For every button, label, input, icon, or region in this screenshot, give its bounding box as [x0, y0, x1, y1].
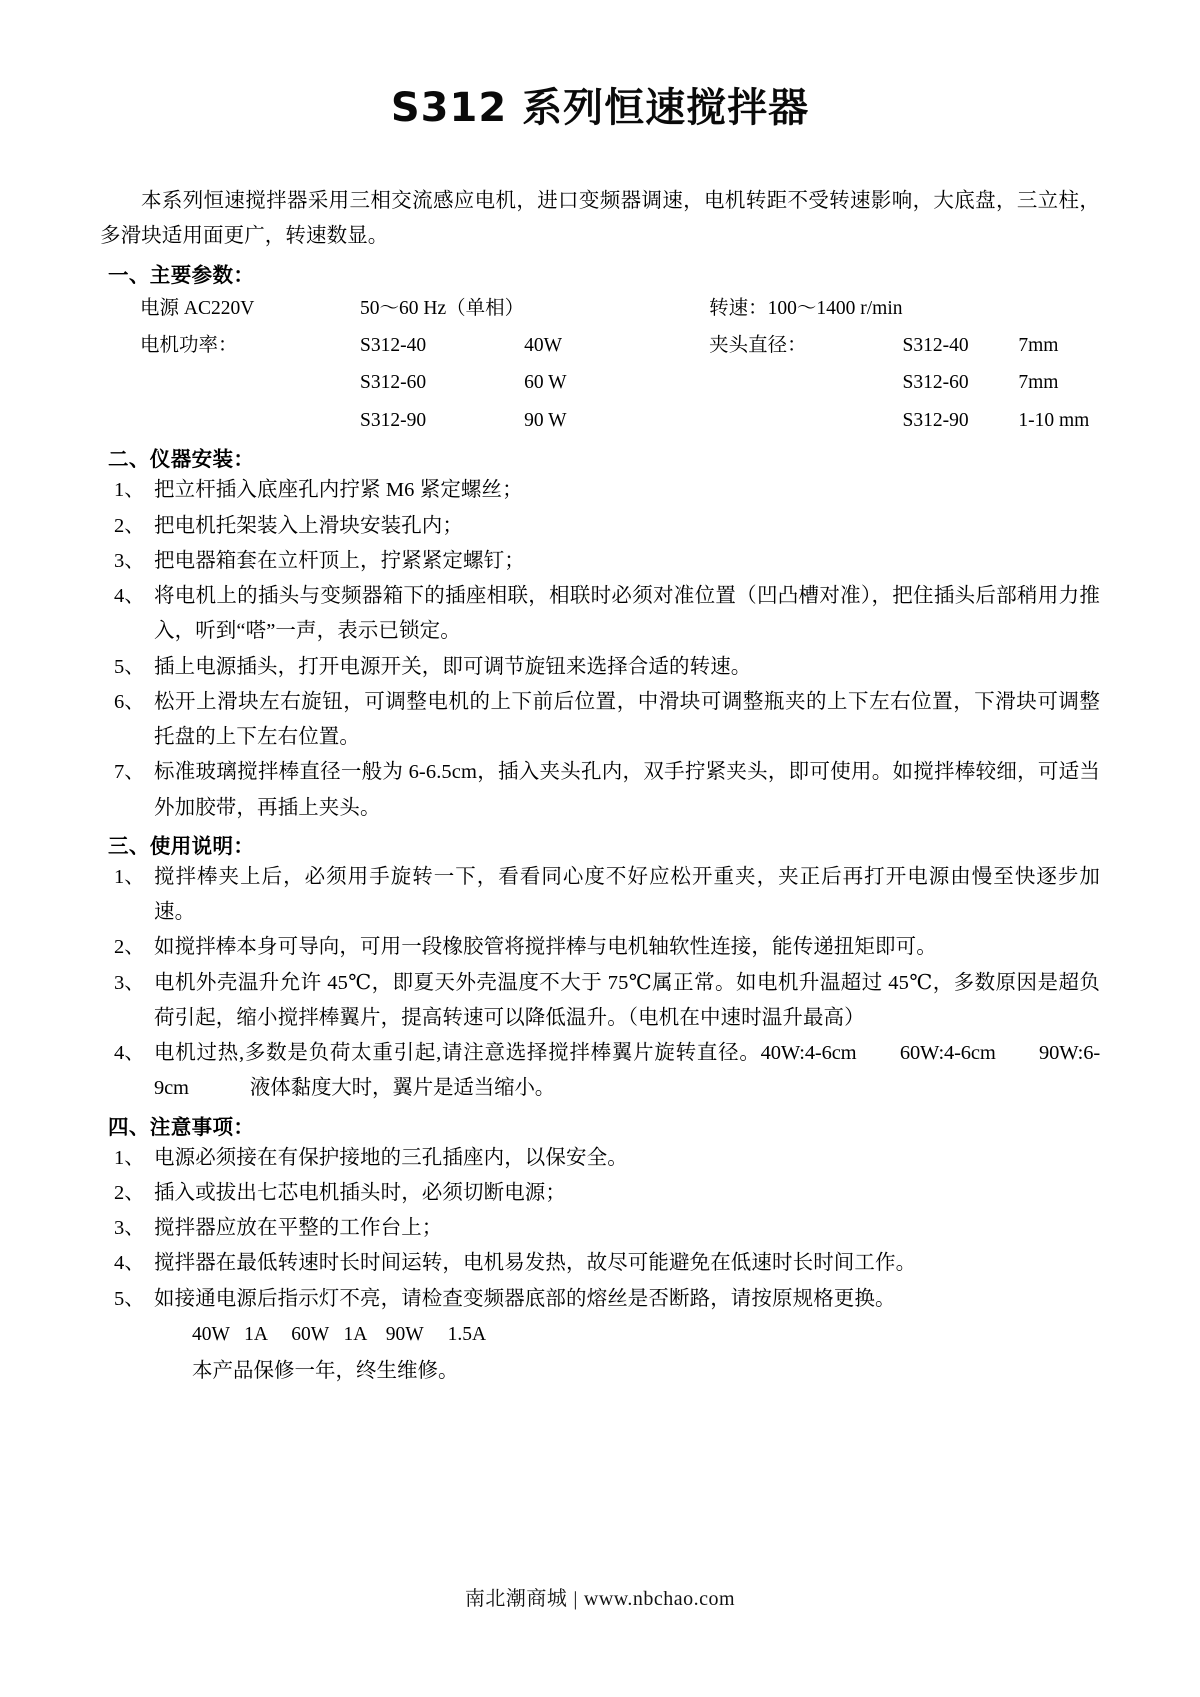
list-item-text: 标准玻璃搅拌棒直径一般为 6-6.5cm，插入夹头孔内，双手拧紧夹头，即可使用。如搅拌棒较细，可适当外加胶带，再插上夹头。	[154, 761, 1100, 819]
list-item	[100, 1211, 1100, 1246]
usage-list	[100, 860, 1100, 1107]
motor-power-value: 40W	[524, 334, 563, 356]
list-item-number: 7、	[114, 761, 145, 784]
section-heading-cautions: 四、注意事项：	[108, 1114, 255, 1139]
list-item-text: 把立杆插入底座孔内拧紧 M6 紧定螺丝；	[154, 479, 523, 502]
section-heading-usage: 三、使用说明：	[108, 833, 255, 858]
list-item-text: 搅拌器应放在平整的工作台上；	[154, 1217, 443, 1239]
power-supply-value: 50～60 Hz（单相）	[360, 297, 525, 319]
list-item-number: 3、	[114, 549, 145, 572]
list-item-text: 插上电源插头，打开电源开关，即可调节旋钮来选择合适的转速。	[154, 655, 752, 678]
list-item-text: 把电机托架装入上滑块安装孔内；	[154, 514, 463, 537]
list-item	[100, 1246, 1100, 1281]
chuck-diameter-label: 夹头直径：	[709, 334, 807, 356]
list-item-number: 3、	[114, 971, 145, 994]
list-item-number: 6、	[114, 690, 145, 713]
list-item-text: 如接通电源后指示灯不亮，请检查变频器底部的熔丝是否断路，请按原规格更换。	[154, 1287, 896, 1310]
list-item-number: 2、	[114, 936, 145, 959]
list-item-number: 1、	[114, 479, 145, 502]
list-item-text: 松开上滑块左右旋钮，可调整电机的上下前后位置，中滑块可调整瓶夹的上下左右位置，下滑块可调整托盘的上下左右位置。	[154, 690, 1100, 748]
cautions-list	[100, 1141, 1100, 1317]
list-item	[100, 1176, 1100, 1211]
list-item	[100, 509, 1100, 544]
list-item-number: 5、	[114, 655, 145, 678]
footer-site-name: 南北潮商城	[464, 1588, 568, 1610]
speed-range-label: 转速：100～1400 r/min	[709, 297, 903, 319]
list-item-number: 2、	[114, 1181, 145, 1204]
list-item	[100, 860, 1100, 931]
table-row	[100, 402, 1100, 439]
motor-power-model: S312-90	[360, 409, 427, 431]
list-item-text: 电机外壳温升允许 45℃，即夏天外壳温度不大于 75℃属正常。如电机升温超过 45℃，多数原因是超负荷引起，缩小搅拌棒翼片，提高转速可以降低温升。（电机在中速时温升最高）	[154, 971, 1100, 1029]
list-item	[100, 1036, 1100, 1107]
motor-power-model: S312-60	[360, 372, 427, 394]
list-item-number: 1、	[114, 1146, 145, 1169]
table-row	[100, 327, 1100, 364]
list-item	[100, 1282, 1100, 1317]
chuck-diameter-model: S312-40	[902, 334, 969, 356]
list-item	[100, 966, 1100, 1037]
list-item-text: 插入或拔出七芯电机插头时，必须切断电源；	[154, 1181, 566, 1204]
list-item-number: 4、	[114, 1252, 145, 1275]
chuck-diameter-model: S312-90	[902, 409, 969, 431]
chuck-diameter-value: 7mm	[1018, 372, 1059, 394]
list-item	[100, 1141, 1100, 1176]
list-item-text: 电源必须接在有保护接地的三孔插座内，以保安全。	[154, 1146, 628, 1169]
motor-power-model: S312-40	[360, 334, 427, 356]
motor-power-label: 电机功率：	[140, 334, 238, 356]
list-item-number: 4、	[114, 1042, 145, 1064]
list-item	[100, 930, 1100, 965]
footer-url: www.nbchao.com	[583, 1588, 736, 1610]
list-item-text: 把电器箱套在立杆顶上，拧紧紧定螺钉；	[154, 549, 525, 572]
table-row	[100, 290, 1100, 327]
power-supply-label: 电源 AC220V	[140, 297, 255, 319]
list-item-number: 4、	[114, 585, 145, 607]
list-item-number: 5、	[114, 1287, 145, 1310]
intro-paragraph: 本系列恒速搅拌器采用三相交流感应电机，进口变频器调速，电机转距不受转速影响，大底盘，三立柱，多滑块适用面更广，转速数显。	[100, 190, 1100, 248]
motor-power-value: 60 W	[524, 372, 567, 394]
list-item	[100, 544, 1100, 579]
list-item-text: 电机过热,多数是负荷太重引起,请注意选择搅拌棒翼片旋转直径。40W:4-6cm 60W:4-6cm 90W:6-9cm 液体黏度大时，翼片是适当缩小。	[154, 1042, 1100, 1100]
list-item-text: 搅拌棒夹上后，必须用手旋转一下，看看同心度不好应松开重夹，夹正后再打开电源由慢至快逐步加速。	[154, 865, 1100, 923]
list-item-text: 将电机上的插头与变频器箱下的插座相联，相联时必须对准位置（凹凸槽对准），把住插头后部稍用力推入，听到“嗒”一声，表示已锁定。	[154, 585, 1100, 643]
chuck-diameter-value: 7mm	[1018, 334, 1059, 356]
warranty-line: 本产品保修一年，终生维修。	[192, 1359, 459, 1382]
list-item-number: 3、	[114, 1217, 145, 1239]
list-item	[100, 685, 1100, 756]
page-title: S312 系列恒速搅拌器	[390, 85, 810, 131]
motor-power-value: 90 W	[524, 409, 567, 431]
list-item-text: 如搅拌棒本身可导向，可用一段橡胶管将搅拌棒与电机轴软性连接，能传递扭矩即可。	[154, 936, 937, 959]
list-item	[100, 473, 1100, 508]
chuck-diameter-model: S312-60	[902, 372, 969, 394]
spec-table	[100, 290, 1100, 440]
list-item	[100, 579, 1100, 650]
list-item-number: 2、	[114, 514, 145, 537]
section-heading-install: 二、仪器安装：	[108, 447, 255, 472]
footer-separator: |	[573, 1588, 578, 1610]
section-heading-params: 一、主要参数：	[108, 262, 255, 287]
list-item	[100, 650, 1100, 685]
list-item-number: 1、	[114, 865, 145, 888]
install-list	[100, 473, 1100, 826]
page-footer	[0, 1582, 1200, 1611]
list-item-text: 搅拌器在最低转速时长时间运转，电机易发热，故尽可能避免在低速时长时间工作。	[154, 1252, 917, 1275]
chuck-diameter-value: 1-10 mm	[1018, 409, 1090, 431]
fuse-rating-line: 40W 1A 60W 1A 90W 1.5A	[192, 1323, 487, 1345]
table-row	[100, 364, 1100, 401]
list-item	[100, 755, 1100, 826]
